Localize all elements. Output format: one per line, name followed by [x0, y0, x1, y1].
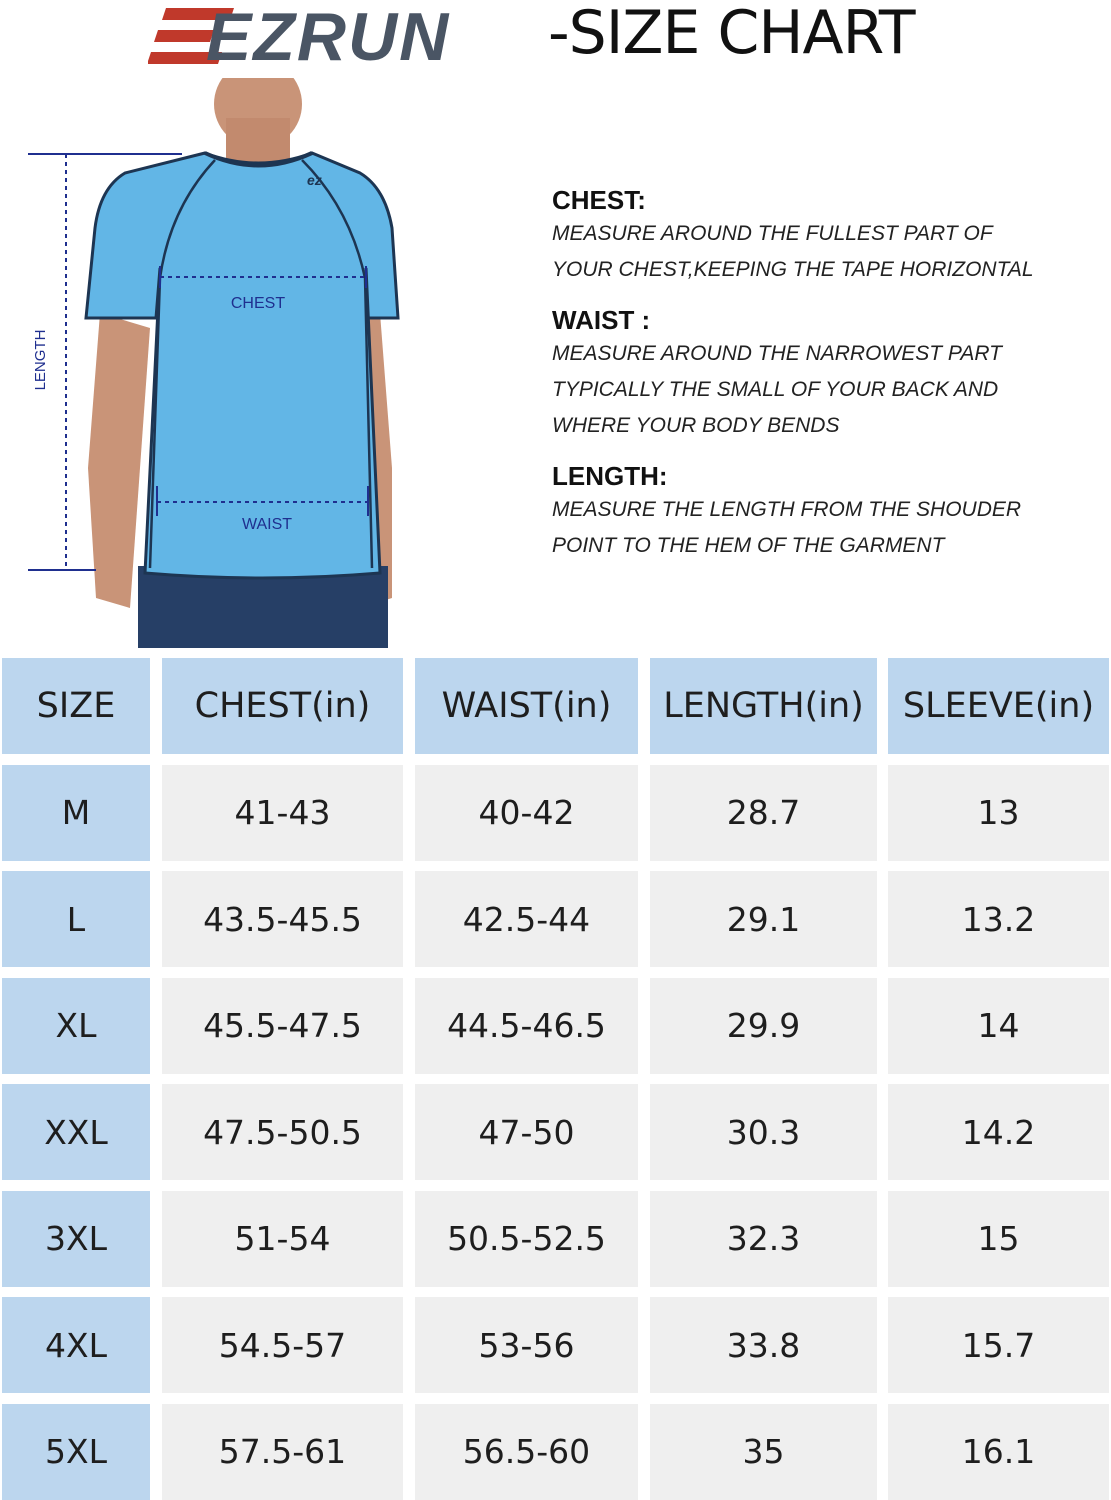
- model-figure: [0, 78, 440, 648]
- table-cell-chest: 57.5-61: [162, 1404, 403, 1500]
- instruction-line: POINT TO THE HEM OF THE GARMENT: [552, 534, 945, 557]
- table-cell-chest: 47.5-50.5: [162, 1084, 403, 1180]
- instruction-line: MEASURE THE LENGTH FROM THE SHOUDER: [552, 498, 1022, 521]
- measurement-instructions: [552, 184, 1102, 580]
- table-cell-length: 30.3: [650, 1084, 877, 1180]
- header-cell-sleeve: SLEEVE(in): [888, 658, 1109, 754]
- instruction-line: WHERE YOUR BODY BENDS: [552, 414, 840, 437]
- table-cell-sleeve: 14: [888, 978, 1109, 1074]
- table-cell-length: 28.7: [650, 765, 877, 861]
- header-cell-size: SIZE: [2, 658, 150, 754]
- chest-instruction: [552, 184, 1102, 288]
- table-cell-chest: 51-54: [162, 1191, 403, 1287]
- table-cell-sleeve: 16.1: [888, 1404, 1109, 1500]
- table-cell-length: 32.3: [650, 1191, 877, 1287]
- length-label: LENGTH: [32, 329, 49, 391]
- table-cell-size: L: [2, 871, 150, 967]
- table-cell-sleeve: 14.2: [888, 1084, 1109, 1180]
- table-cell-size: M: [2, 765, 150, 861]
- table-cell-chest: 54.5-57: [162, 1297, 403, 1393]
- instruction-line: MEASURE AROUND THE NARROWEST PART: [552, 342, 1002, 365]
- instruction-heading: LENGTH:: [552, 461, 668, 491]
- table-cell-waist: 44.5-46.5: [415, 978, 638, 1074]
- instruction-line: MEASURE AROUND THE FULLEST PART OF: [552, 222, 993, 245]
- length-instruction: [552, 460, 1102, 564]
- shirt-logo-icon: ez: [307, 172, 322, 188]
- brand-logo: [148, 2, 540, 68]
- chest-label: CHEST: [230, 295, 286, 312]
- table-cell-length: 33.8: [650, 1297, 877, 1393]
- header: [0, 0, 1111, 70]
- header-cell-length: LENGTH(in): [650, 658, 877, 754]
- page-title: -SIZE CHART: [548, 0, 915, 68]
- table-cell-length: 29.9: [650, 978, 877, 1074]
- table-cell-sleeve: 13: [888, 765, 1109, 861]
- table-cell-waist: 53-56: [415, 1297, 638, 1393]
- table-cell-waist: 42.5-44: [415, 871, 638, 967]
- waist-label: WAIST: [241, 516, 293, 533]
- header-cell-chest: CHEST(in): [162, 658, 403, 754]
- instruction-heading: WAIST :: [552, 305, 651, 335]
- instruction-line: YOUR CHEST,KEEPING THE TAPE HORIZONTAL: [552, 258, 1034, 281]
- table-cell-waist: 40-42: [415, 765, 638, 861]
- table-cell-size: 3XL: [2, 1191, 150, 1287]
- table-cell-sleeve: 15: [888, 1191, 1109, 1287]
- table-cell-size: XL: [2, 978, 150, 1074]
- instruction-heading: CHEST:: [552, 185, 646, 215]
- table-cell-waist: 47-50: [415, 1084, 638, 1180]
- instruction-line: TYPICALLY THE SMALL OF YOUR BACK AND: [552, 378, 999, 401]
- table-cell-length: 29.1: [650, 871, 877, 967]
- left-arm: [88, 313, 150, 608]
- table-cell-size: 4XL: [2, 1297, 150, 1393]
- table-cell-sleeve: 15.7: [888, 1297, 1109, 1393]
- table-cell-waist: 56.5-60: [415, 1404, 638, 1500]
- size-table: [0, 658, 1111, 1500]
- table-cell-size: XXL: [2, 1084, 150, 1180]
- table-cell-waist: 50.5-52.5: [415, 1191, 638, 1287]
- table-cell-chest: 45.5-47.5: [162, 978, 403, 1074]
- table-cell-chest: 41-43: [162, 765, 403, 861]
- table-cell-sleeve: 13.2: [888, 871, 1109, 967]
- shirt-illustration: [0, 78, 440, 648]
- brand-name: EZRUN: [206, 2, 451, 68]
- waist-instruction: [552, 304, 1102, 444]
- header-cell-waist: WAIST(in): [415, 658, 638, 754]
- table-cell-length: 35: [650, 1404, 877, 1500]
- table-cell-size: 5XL: [2, 1404, 150, 1500]
- table-cell-chest: 43.5-45.5: [162, 871, 403, 967]
